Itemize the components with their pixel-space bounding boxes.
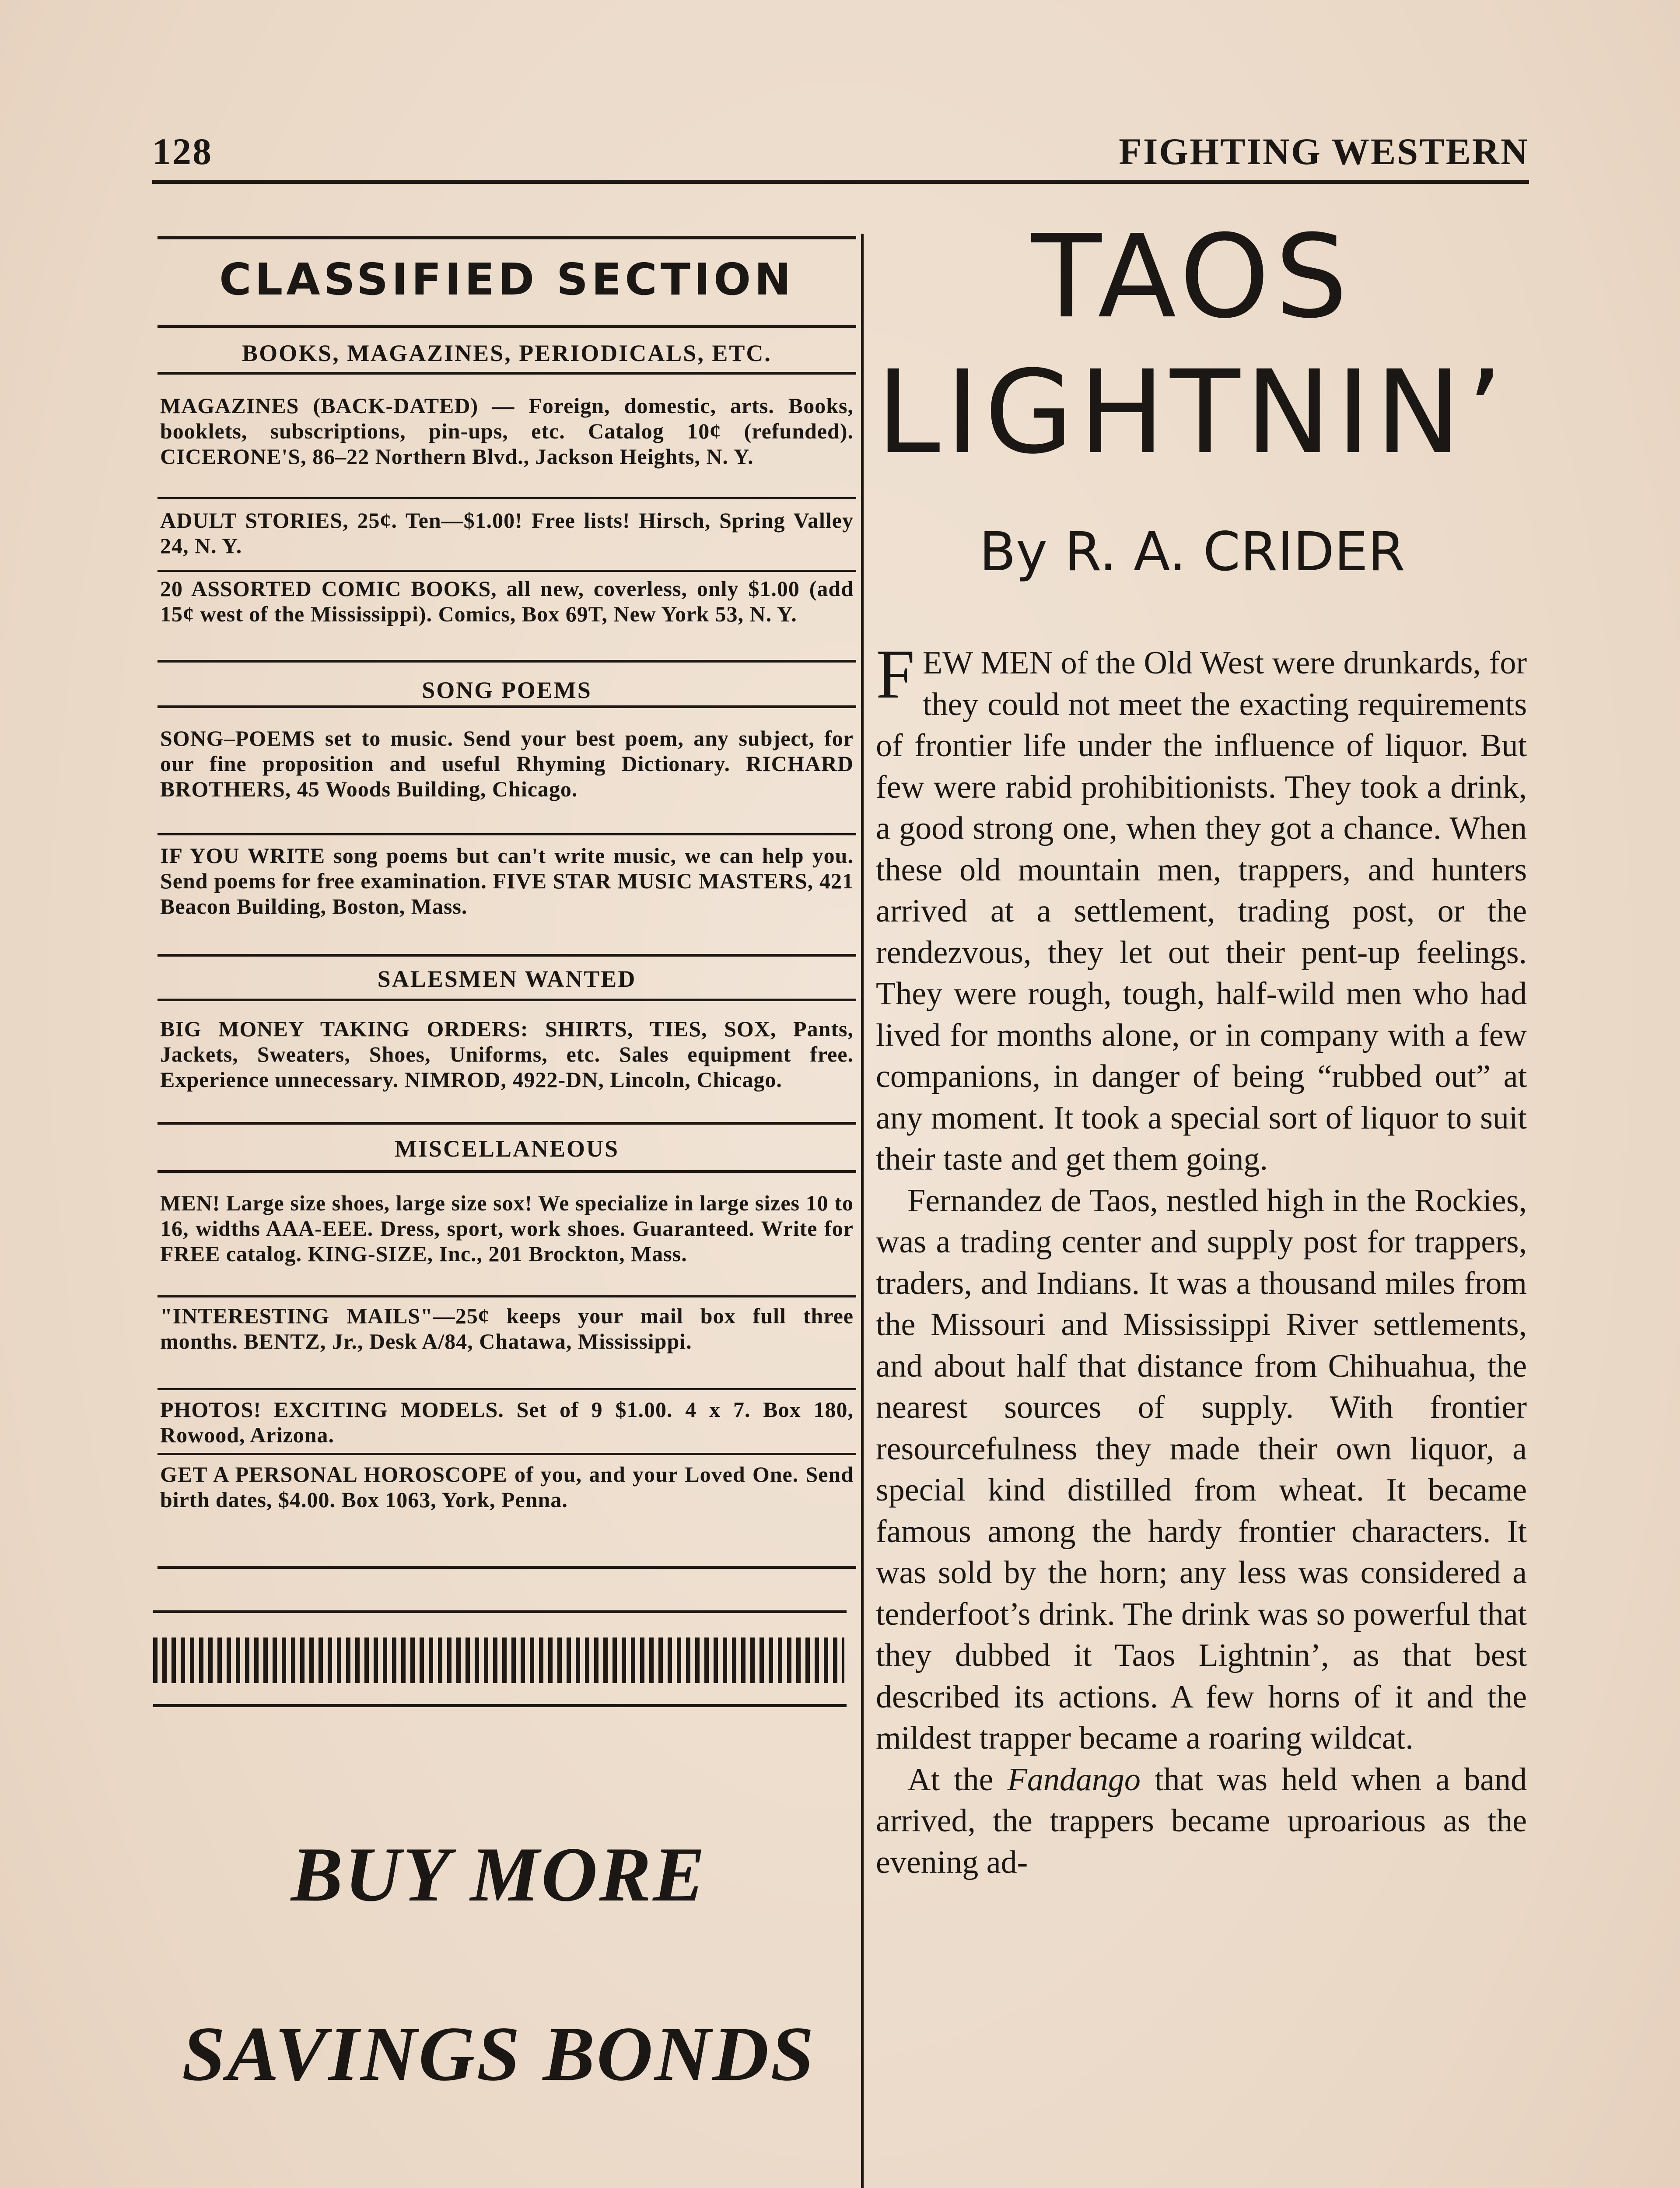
byline: By R. A. CRIDER	[979, 521, 1405, 583]
story-title-line-1: TAOS	[1031, 210, 1353, 344]
classified-title-rule	[158, 325, 856, 328]
page-header	[152, 130, 1529, 173]
classified-ad: 20 ASSORTED COMIC BOOKS, all new, coverless, only $1.00 (add 15¢ west of the Mississippi). Comics, Box 69T, New York 53, N. Y.	[160, 576, 854, 626]
classified-ad: MEN! Large size shoes, large size sox! We specialize in large sizes 10 to 16, widths AAA-EEE. Dress, sport, work shoes. Guaranteed. Write for FREE catalog. KING-SIZE, Inc., 201 Brockton, Mass.	[160, 1191, 854, 1266]
section-heading: SALESMEN WANTED	[377, 966, 637, 992]
header-rule	[152, 180, 1529, 184]
bonds-line-2: SAVINGS BONDS	[182, 2010, 816, 2097]
classified-ad: "INTERESTING MAILS"—25¢ keeps your mail box full three months. BENTZ, Jr., Desk A/84, Chatawa, Mississippi.	[160, 1304, 854, 1353]
paragraph: Fernandez de Taos, nestled high in the Rockies, was a trading center and supply post for trappers, traders, and Indians. It was a thousand miles from the Missouri and Mississippi River settlements, and about half that distance from Chihuahua, the nearest sources of supply. With frontier resourcefulness they made their own liquor, a special kind distilled from wheat. It became famous among the hardy frontier characters. It was sold by the horn; any less was considered a tenderfoot’s drink. The drink was so powerful that they dubbed it Taos Lightnin’, as that best described its actions. A few horns of it and the mildest trapper became a roaring wildcat.	[876, 1182, 1527, 1756]
classified-ad: IF YOU WRITE song poems but can't write music, we can help you. Send poems for free examination. FIVE STAR MUSIC MASTERS, 421 Beacon Building, Boston, Mass.	[160, 843, 854, 919]
classified-ad: SONG–POEMS set to music. Send your best poem, any subject, for our fine proposition and useful Rhyming Dictionary. RICHARD BROTHERS, 45 Woods Building, Chicago.	[160, 726, 854, 801]
paragraph	[876, 635, 1527, 1180]
column-divider	[861, 234, 864, 2188]
divider	[158, 705, 856, 708]
italic-term: Fandango	[1007, 1761, 1141, 1798]
story-body	[876, 635, 1527, 1883]
classified-ad: BIG MONEY TAKING ORDERS: SHIRTS, TIES, SOX, Pants, Jackets, Sweaters, Shoes, Uniforms, etc. Sales equipment free. Experience unnecessary. NIMROD, 4922-DN, Lincoln, Chicago.	[160, 1017, 854, 1092]
bonds-top-rule	[153, 1610, 847, 1613]
bonds-rule	[153, 1704, 847, 1707]
decorative-bars-top	[153, 1637, 844, 1683]
divider	[158, 954, 856, 957]
section-heading: SONG POEMS	[422, 677, 592, 703]
classified-ad: MAGAZINES (BACK-DATED) — Foreign, domestic, arts. Books, booklets, subscriptions, pin-ups, etc. Catalog 10¢ (refunded). CICERONE'S, 86–22 Northern Blvd., Jackson Heights, N. Y.	[160, 393, 854, 469]
running-head: FIGHTING WESTERN	[1119, 130, 1529, 172]
divider	[158, 660, 856, 663]
paragraph-text: At the	[907, 1761, 1008, 1798]
paragraph-text: that was held when a band arrived, the trappers became uproarious as the evening ad-	[876, 1761, 1527, 1880]
divider	[158, 372, 856, 375]
classified-ad: GET A PERSONAL HOROSCOPE of you, and your Loved One. Send birth dates, $4.00. Box 1063, York, Penna.	[160, 1462, 854, 1512]
divider	[158, 1170, 856, 1173]
classified-ad: PHOTOS! EXCITING MODELS. Set of 9 $1.00. 4 x 7. Box 180, Rowood, Arizona.	[160, 1397, 854, 1447]
paragraph	[876, 1759, 1527, 1883]
section-heading: BOOKS, MAGAZINES, PERIODICALS, ETC.	[242, 340, 772, 366]
classified-title: CLASSIFIED SECTION	[219, 254, 794, 305]
divider	[158, 999, 856, 1001]
bonds-line-1: BUY MORE	[290, 1831, 707, 1918]
divider	[158, 1122, 856, 1125]
divider	[158, 497, 856, 499]
divider	[158, 570, 856, 572]
divider	[158, 1453, 856, 1455]
paragraph-text: EW MEN of the Old West were drunkards, for they could not meet the exacting requirements of frontier life under the influence of liquor. But few were rabid prohibitionists. They took a drink, a good strong one, when they got a chance. When these old mountain men, trappers, and hunters arrived at a settlement, trading post, or the rendezvous, they let out their pent-up feelings. They were rough, tough, half-wild men who had lived for months alone, or in company with a few companions, in danger of being “rubbed out” at any moment. It took a special sort of liquor to suit their taste and get them going.	[876, 645, 1527, 1177]
divider	[158, 833, 856, 835]
divider	[158, 1388, 856, 1390]
page-number: 128	[152, 130, 213, 172]
classified-bottom-rule	[158, 1566, 856, 1569]
classified-top-rule	[158, 236, 856, 239]
section-heading: MISCELLANEOUS	[394, 1136, 620, 1162]
classified-ad: ADULT STORIES, 25¢. Ten—$1.00! Free lists! Hirsch, Spring Valley 24, N. Y.	[160, 508, 854, 558]
drop-cap: F	[876, 635, 915, 713]
divider	[158, 1295, 856, 1297]
story-title-line-2: LIGHTNIN’	[876, 346, 1508, 479]
